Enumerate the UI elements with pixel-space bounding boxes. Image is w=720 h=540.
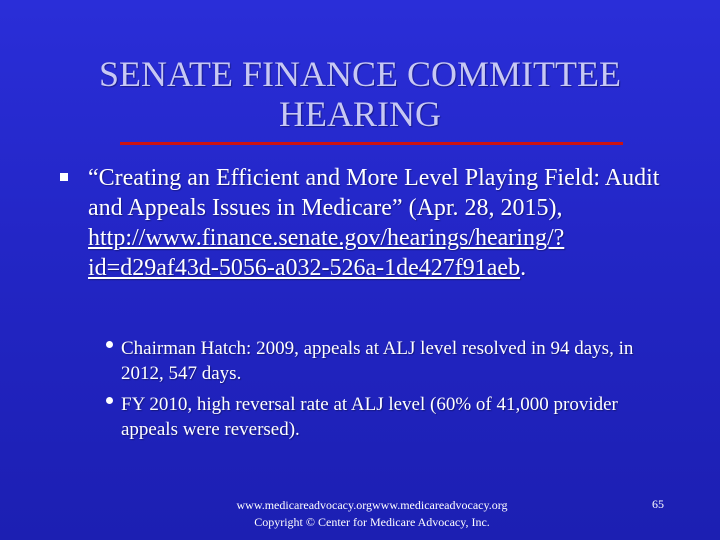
main-bullet-end: .	[520, 255, 527, 281]
slide-footer	[200, 497, 544, 531]
round-bullet-icon	[106, 341, 113, 348]
footer-copyright: Copyright © Center for Medicare Advocacy, Inc.	[254, 515, 490, 529]
sub-bullet-text: Chairman Hatch: 2009, appeals at ALJ level resolved in 94 days, in 2012, 547 days.	[121, 338, 634, 384]
title-line-2: HEARING	[279, 94, 441, 134]
slide-title	[40, 54, 680, 134]
title-line-1: SENATE FINANCE COMMITTEE	[99, 54, 621, 94]
title-underline	[120, 142, 623, 145]
main-bullet	[60, 163, 680, 283]
sub-bullet-item	[106, 336, 676, 386]
square-bullet-icon	[60, 173, 68, 181]
hearing-link[interactable]: http://www.finance.senate.gov/hearings/hearing/?id=d29af43d-5056-a032-526a-1de427f91aeb	[88, 225, 565, 281]
footer-website: www.medicareadvocacy.orgwww.medicareadvocacy.org	[236, 498, 508, 512]
sub-bullet-text: FY 2010, high reversal rate at ALJ level (60% of 41,000 provider appeals were reversed).	[121, 394, 618, 440]
sub-bullet-list	[106, 336, 676, 448]
sub-bullet-item	[106, 392, 676, 442]
main-bullet-text	[88, 163, 680, 283]
main-bullet-citation: “Creating an Efficient and More Level Playing Field: Audit and Appeals Issues in Medicare” (Apr. 28, 2015),	[88, 165, 660, 221]
round-bullet-icon	[106, 397, 113, 404]
page-number: 65	[652, 497, 664, 511]
